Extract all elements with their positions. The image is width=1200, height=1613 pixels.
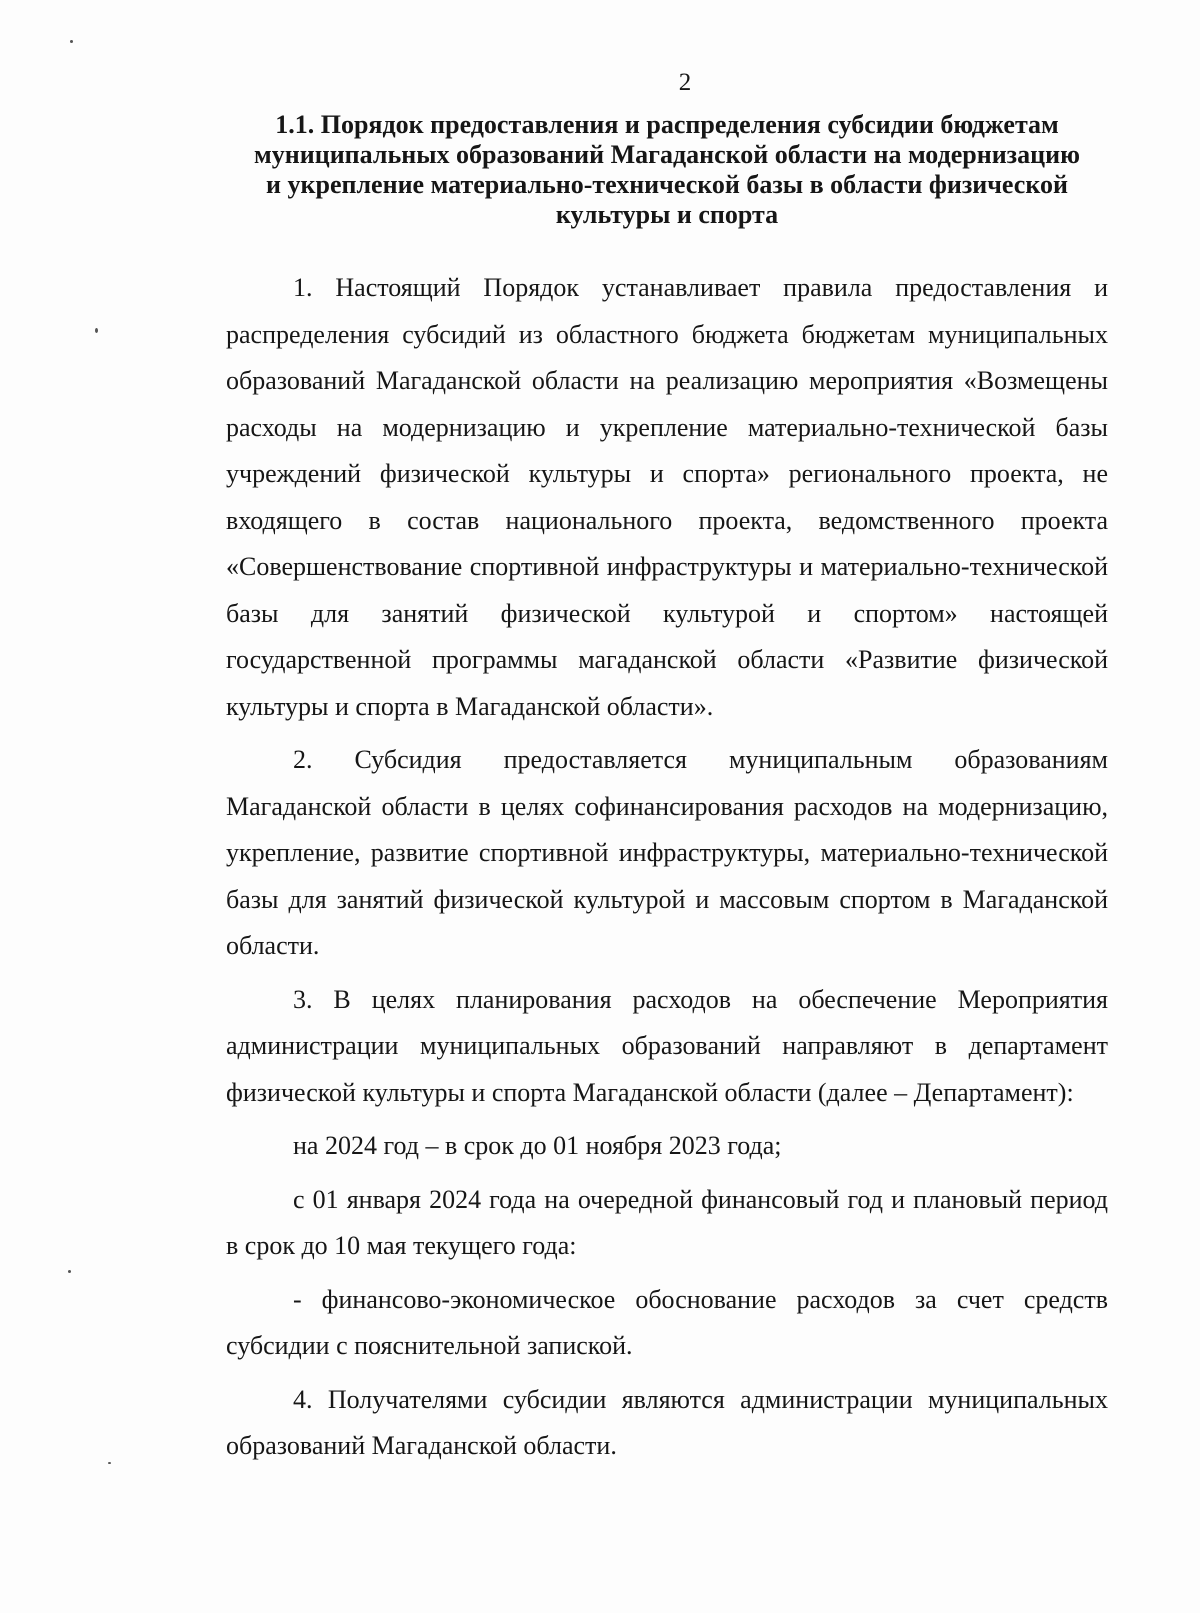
paragraph-2: 2. Субсидия предоставляется муниципальным образованиям Магаданской области в целях софинансирования расходов на модернизацию, укрепление, развитие спортивной инфраструктуры, материально-технической базы для занятий физической культурой и массовым спортом в Магаданской области.: [226, 745, 1108, 960]
heading-line: 1.1. Порядок предоставления и распределения субсидии бюджетам: [275, 110, 1059, 139]
document-body: [226, 265, 1108, 1470]
deadline-2024: на 2024 год – в срок до 01 ноября 2023 года;: [293, 1131, 782, 1160]
paragraph-4: 4. Получателями субсидии являются администрации муниципальных образований Магаданской области.: [226, 1384, 1108, 1460]
scan-speck: [70, 40, 73, 43]
paragraph-1: 1. Настоящий Порядок устанавливает правила предоставления и распределения субсидий из областного бюджета бюджетам муниципальных образований Магаданской области на реализацию мероприятия «Возмещены расходы на модернизацию и укрепление материально-технической базы учреждений физической культуры и спорта» регионального проекта, не входящего в состав национального проекта, ведомственного проекта «Совершенствование спортивной инфраструктуры и материально-технической базы для занятий физической культурой и спортом» настоящей государственной программы магаданской области «Развитие физической культуры и спорта в Магаданской области».: [226, 273, 1108, 721]
scan-speck: [95, 328, 98, 333]
scan-speck: [108, 1462, 111, 1464]
heading-line: и укрепление материально-технической базы в области физической: [266, 170, 1068, 199]
scan-speck: [68, 1270, 71, 1273]
page-number: 2: [678, 69, 692, 96]
heading-line: муниципальных образований Магаданской области на модернизацию: [254, 140, 1080, 169]
list-item-justification: - финансово-экономическое обоснование расходов за счет средств субсидии с пояснительной запиской.: [226, 1284, 1108, 1360]
heading-line: культуры и спорта: [555, 200, 779, 229]
deadline-from-2024: с 01 января 2024 года на очередной финансовый год и плановый период в срок до 10 мая текущего года:: [226, 1184, 1108, 1260]
section-heading: [222, 110, 1112, 230]
paragraph-3: 3. В целях планирования расходов на обеспечение Мероприятия администрации муниципальных образований направляют в департамент физической культуры и спорта Магаданской области (далее – Департамент):: [226, 984, 1108, 1107]
